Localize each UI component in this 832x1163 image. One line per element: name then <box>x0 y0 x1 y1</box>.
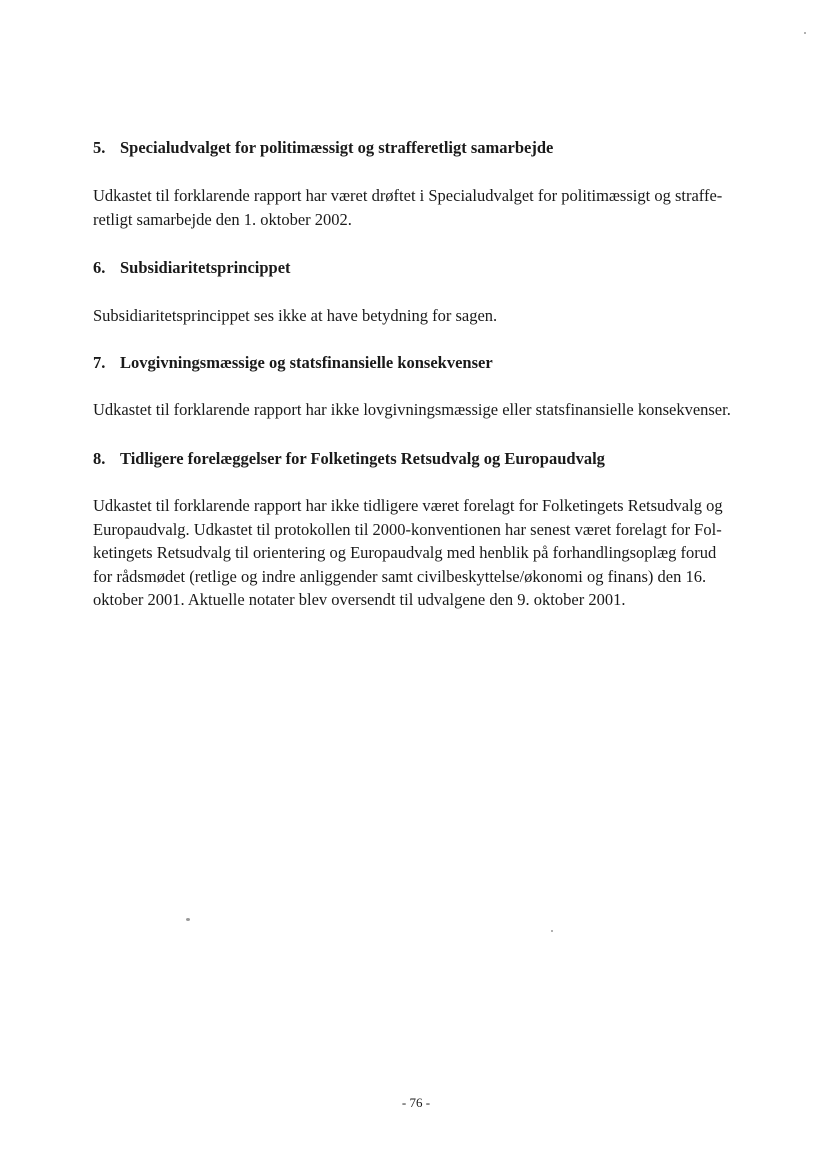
section-title: Specialudvalget for politimæssigt og strafferetligt samarbejde <box>120 138 554 157</box>
paragraph <box>93 398 753 422</box>
section-6 <box>93 258 753 278</box>
paragraph <box>93 494 753 612</box>
paragraph <box>93 184 753 231</box>
paragraph-line: oktober 2001. Aktuelle notater blev oversendt til udvalgene den 9. oktober 2001. <box>93 590 626 609</box>
section-number: 5. <box>93 138 106 157</box>
paragraph-line: Udkastet til forklarende rapport har ikke lovgivningsmæssige eller statsfinansielle konsekvenser. <box>93 400 731 419</box>
paragraph-line: Udkastet til forklarende rapport har været drøftet i Specialudvalget for politimæssigt og straffe- <box>93 186 723 205</box>
paragraph-line: Subsidiaritetsprincippet ses ikke at have betydning for sagen. <box>93 306 498 325</box>
paragraph-line: Europaudvalg. Udkastet til protokollen til 2000-konventionen har senest været forelagt for Fol- <box>93 519 722 539</box>
section-7-body <box>93 398 753 422</box>
section-5-body <box>93 184 753 231</box>
paragraph-line: for rådsmødet (retlige og indre anliggender samt civilbeskyttelse/økonomi og finans) den 16. <box>93 566 707 586</box>
section-title: Subsidiaritetsprincippet <box>120 258 291 277</box>
section-8 <box>93 449 753 469</box>
scan-speck <box>804 32 806 34</box>
section-title: Tidligere forelæggelser for Folketingets Retsudvalg og Europaudvalg <box>120 449 605 468</box>
section-number: 6. <box>93 258 106 277</box>
section-heading <box>93 353 753 373</box>
paragraph-line: retligt samarbejde den 1. oktober 2002. <box>93 209 352 229</box>
section-number: 7. <box>93 353 106 372</box>
paragraph-line: ketingets Retsudvalg til orientering og Europaudvalg med henblik på forhandlingsoplæg forud <box>93 543 717 562</box>
section-number: 8. <box>93 449 106 468</box>
paragraph-line: Udkastet til forklarende rapport har ikke tidligere været forelagt for Folketingets Retsudvalg og <box>93 496 723 515</box>
scan-speck <box>551 930 553 932</box>
page-number: - 76 - <box>401 1095 431 1110</box>
section-heading <box>93 258 753 278</box>
section-heading <box>93 138 753 158</box>
section-8-body <box>93 494 753 612</box>
section-6-body <box>93 304 753 328</box>
section-5 <box>93 138 753 158</box>
section-title: Lovgivningsmæssige og statsfinansielle konsekvenser <box>120 353 493 372</box>
paragraph <box>93 304 753 328</box>
section-7 <box>93 353 753 373</box>
section-heading <box>93 449 753 469</box>
scan-speck <box>186 918 190 921</box>
